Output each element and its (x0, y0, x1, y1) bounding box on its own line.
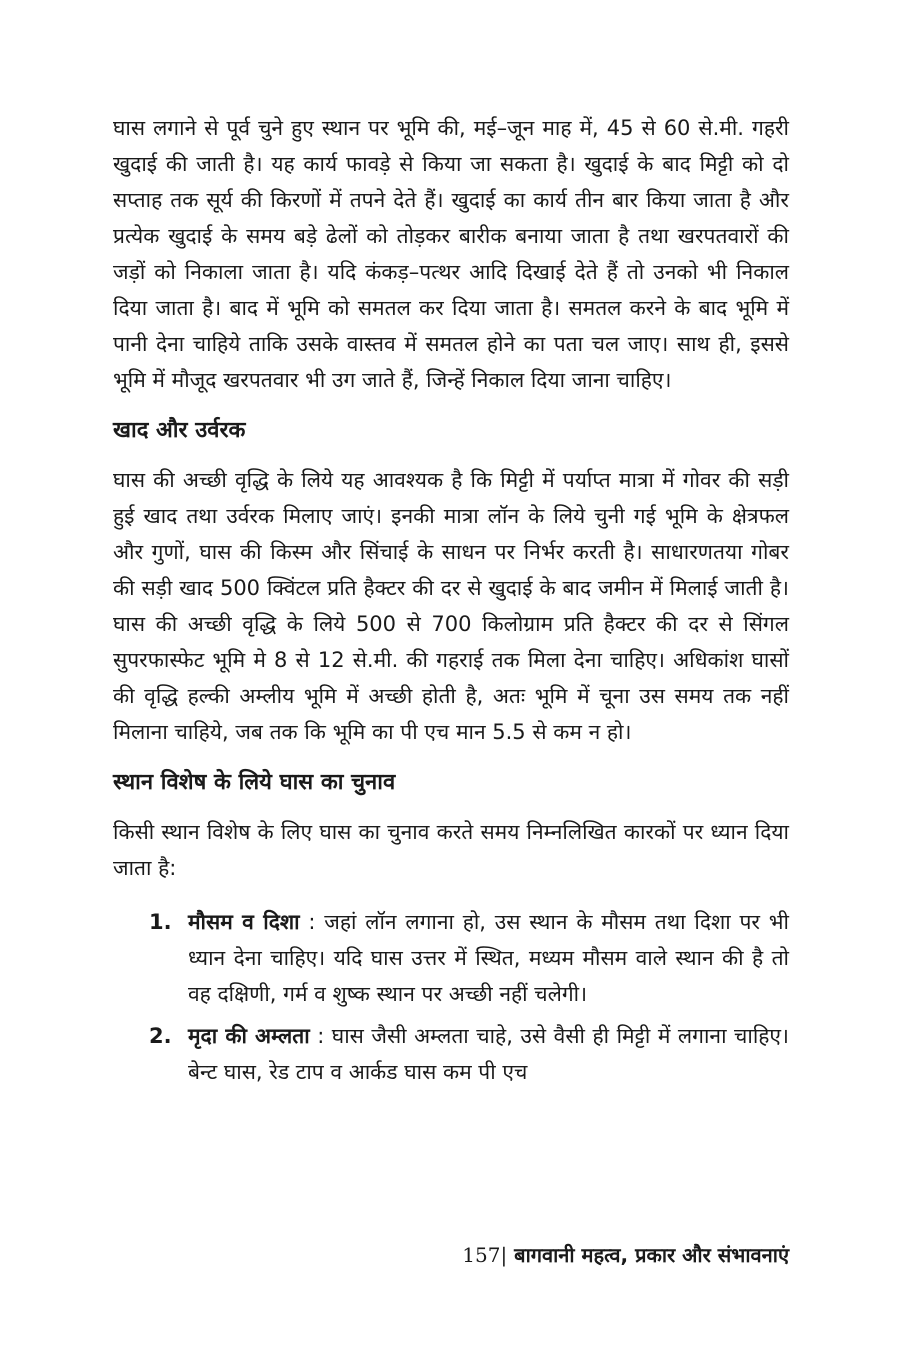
page-number: 157| (462, 1243, 508, 1267)
intro-paragraph: घास लगाने से पूर्व चुने हुए स्थान पर भूमि की, मई–जून माह में, 45 से 60 से.मी. गहरी खुदाई की जाती है। यह कार्य फावड़े से किया जा सकता है। खुदाई के बाद मिट्टी को दो सप्ताह तक सूर्य की किरणों में तपने देते हैं। खुदाई का कार्य तीन बार किया जाता है और प्रत्येक खुदाई के समय बड़े ढेलों को तोड़कर बारीक बनाया जाता है तथा खरपतवारों की जड़ों को निकाला जाता है। यदि कंकड़–पत्थर आदि दिखाई देते हैं तो उनको भी निकाल दिया जाता है। बाद में भूमि को समतल कर दिया जाता है। समतल करने के बाद भूमि में पानी देना चाहिये ताकि उसके वास्तव में समतल होने का पता चल जाए। साथ ही, इससे भूमि में मौजूद खरपतवार भी उग जाते हैं, जिन्हें निकाल दिया जाना चाहिए। (113, 116, 789, 392)
manure-paragraph: घास की अच्छी वृद्धि के लिये यह आवश्यक है कि मिट्टी में पर्याप्त मात्रा में गोवर की सड़ी हुई खाद तथा उर्वरक मिलाए जाएं। इनकी मात्रा लॉन के लिये चुनी गई भूमि के क्षेत्रफल और गुणों, घास की किस्म और सिंचाई के साधन पर निर्भर करती है। साधारणतया गोबर की सड़ी खाद 500 क्विंटल प्रति हैक्टर की दर से खुदाई के बाद जमीन में मिलाई जाती है। घास की अच्छी वृद्धि के लिये 500 से 700 किलोग्राम प्रति हैक्टर की दर से सिंगल सुपरफास्फेट भूमि मे 8 से 12 से.मी. की गहराई तक मिला देना चाहिए। अधिकांश घासों की वृद्धि हल्की अम्लीय भूमि में अच्छी होती है, अतः भूमि में चूना उस समय तक नहीं मिलाना चाहिये, जब तक कि भूमि का पी एच मान 5.5 से कम न हो। (113, 468, 789, 744)
list-item-term: मौसम व दिशा (188, 910, 300, 934)
book-title: बागवानी महत्व, प्रकार और संभावनाएं (507, 1243, 789, 1267)
section-heading-grass-selection: स्थान विशेष के लिये घास का चुनाव (113, 770, 396, 795)
list-item-number: 1. (149, 910, 172, 934)
list-item (113, 904, 789, 1012)
grass-selection-paragraph: किसी स्थान विशेष के लिए घास का चुनाव करते समय निम्नलिखित कारकों पर ध्यान दिया जाता है: (113, 820, 789, 880)
list-item-term: मृदा की अम्लता (188, 1024, 310, 1048)
section-heading-manure: खाद और उर्वरक (113, 418, 246, 443)
list-item-text: : घास जैसी अम्लता चाहे, उसे वैसी ही मिट्टी में लगाना चाहिए। बेन्ट घास, रेड टाप व आर्कड घास कम पी एच (188, 1024, 789, 1084)
list-item-text: : जहां लॉन लगाना हो, उस स्थान के मौसम तथा दिशा पर भी ध्यान देना चाहिए। यदि घास उत्तर में स्थित, मध्यम मौसम वाले स्थान की है तो वह दक्षिणी, गर्म व शुष्क स्थान पर अच्छी नहीं चलेगी। (188, 910, 790, 1006)
factors-list (113, 904, 789, 1090)
list-item-number: 2. (149, 1024, 172, 1048)
page-content (113, 110, 789, 1096)
page-footer (462, 1240, 789, 1270)
list-item (113, 1018, 789, 1090)
